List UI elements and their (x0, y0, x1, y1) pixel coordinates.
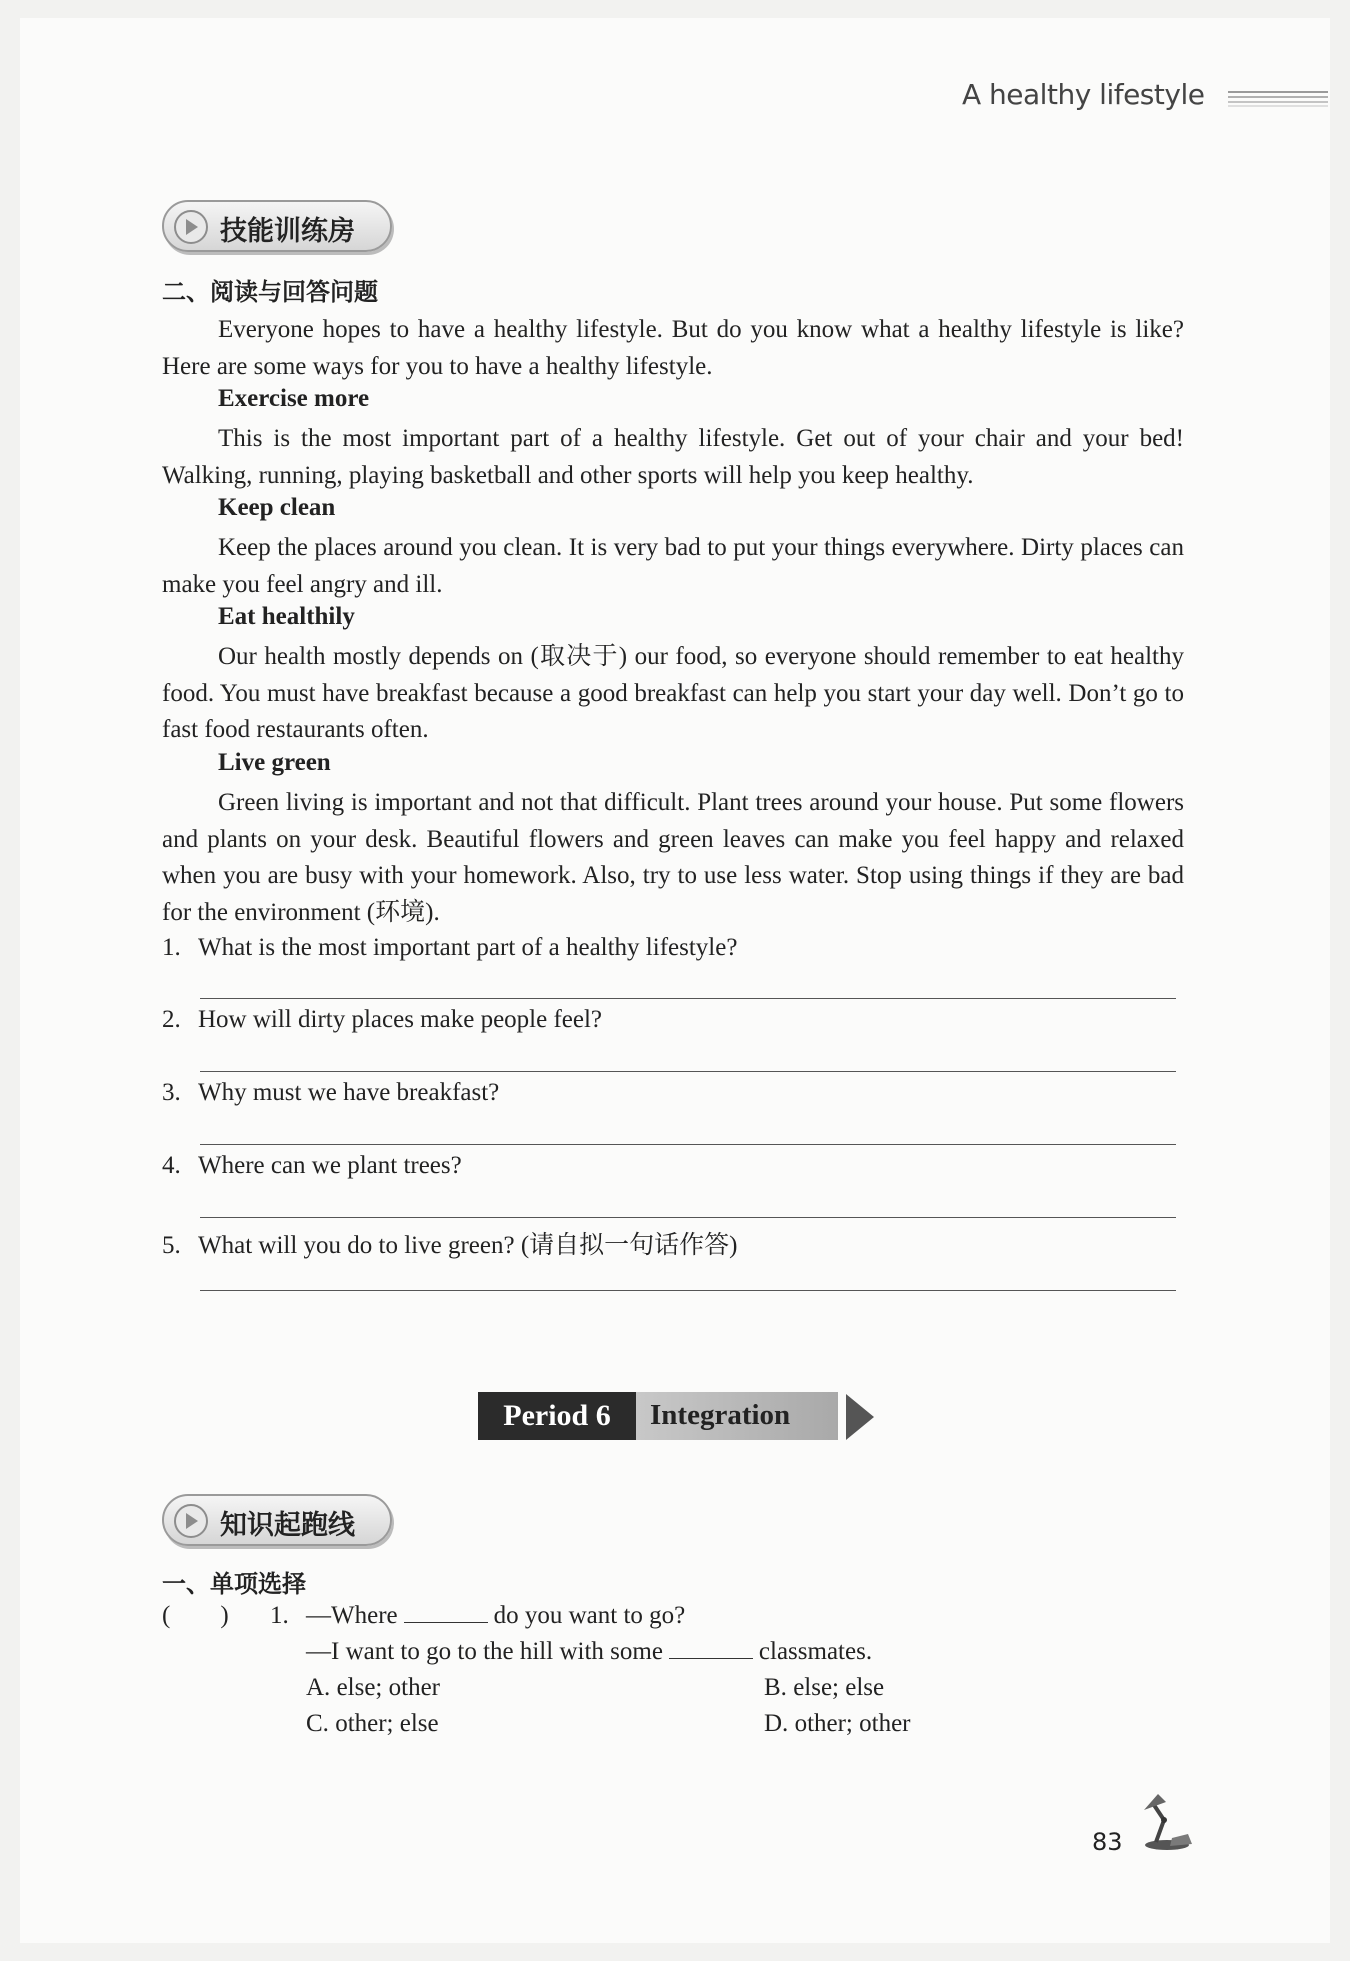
question-3: 3. Why must we have breakfast? (162, 1079, 500, 1106)
subheading-exercise: Exercise more (218, 385, 370, 412)
answer-line-3[interactable] (200, 1144, 1176, 1145)
answer-line-1[interactable] (200, 998, 1176, 999)
blank-2[interactable] (669, 1638, 753, 1659)
option-d[interactable]: D. other; other (764, 1710, 911, 1737)
play-icon (174, 1504, 208, 1538)
subheading-eat: Eat healthily (218, 603, 355, 630)
subheading-clean: Keep clean (218, 494, 336, 521)
question-5: 5. What will you do to live green? (请自拟一句话作答) (162, 1232, 738, 1259)
section-pill-knowledge (162, 1494, 392, 1546)
answer-line-5[interactable] (200, 1290, 1176, 1291)
answer-line-4[interactable] (200, 1217, 1176, 1218)
option-b[interactable]: B. else; else (764, 1674, 885, 1701)
paragraph-green: Green living is important and not that difficult. Plant trees around your house. Put some flowers and plants on your desk. Beautiful flowers and green leaves can make you feel happy and relaxed when you are busy with your homework. Also, try to use less water. Stop using things if they are bad for the environment (环境). (162, 789, 1184, 926)
section-heading-reading: 二、阅读与回答问题 (162, 278, 378, 306)
answer-bracket[interactable]: ( ) (162, 1602, 229, 1629)
question-4: 4. Where can we plant trees? (162, 1152, 462, 1179)
mc-line-1: —Where do you want to go? (306, 1602, 686, 1629)
mc-line-2: —I want to go to the hill with some classmates. (306, 1638, 873, 1665)
subheading-green: Live green (218, 749, 331, 776)
arrow-right-icon (846, 1394, 876, 1440)
option-a[interactable]: A. else; other (306, 1674, 440, 1701)
page-number: 83 (1092, 1828, 1123, 1856)
answer-line-2[interactable] (200, 1071, 1176, 1072)
section-heading-multiple-choice: 一、单项选择 (162, 1570, 306, 1598)
blank-1[interactable] (404, 1602, 488, 1623)
header-decoration-lines (1228, 90, 1328, 108)
question-2: 2. How will dirty places make people feel? (162, 1006, 603, 1033)
paragraph-eat: Our health mostly depends on (取决于) our food, so everyone should remember to eat healthy food. You must have breakfast because a good breakfast can help you start your day well. Don’t go to fast food restaurants often. (162, 643, 1184, 743)
paragraph-clean: Keep the places around you clean. It is very bad to put your things everywhere. Dirty places can make you feel angry and ill. (162, 534, 1184, 598)
paragraph-exercise: This is the most important part of a healthy lifestyle. Get out of your chair and your bed! Walking, running, playing basketball and other sports will help you keep healthy. (162, 425, 1184, 489)
section-pill-label: 知识起跑线 (220, 1510, 355, 1541)
intro-paragraph: Everyone hopes to have a healthy lifestyle. But do you know what a healthy lifestyle is like? Here are some ways for you to have a healthy lifestyle. (162, 316, 1184, 380)
section-pill-skills (162, 200, 392, 252)
period-title: Integration (636, 1392, 838, 1440)
desk-lamp-icon (1136, 1790, 1198, 1852)
section-pill-label: 技能训练房 (220, 216, 355, 247)
option-c[interactable]: C. other; else (306, 1710, 439, 1737)
period-label: Period 6 (478, 1392, 636, 1440)
question-1: 1. What is the most important part of a healthy lifestyle? (162, 934, 738, 961)
running-title: A healthy lifestyle (962, 78, 1205, 111)
play-icon (174, 210, 208, 244)
mc-item-number: 1. (270, 1602, 289, 1629)
